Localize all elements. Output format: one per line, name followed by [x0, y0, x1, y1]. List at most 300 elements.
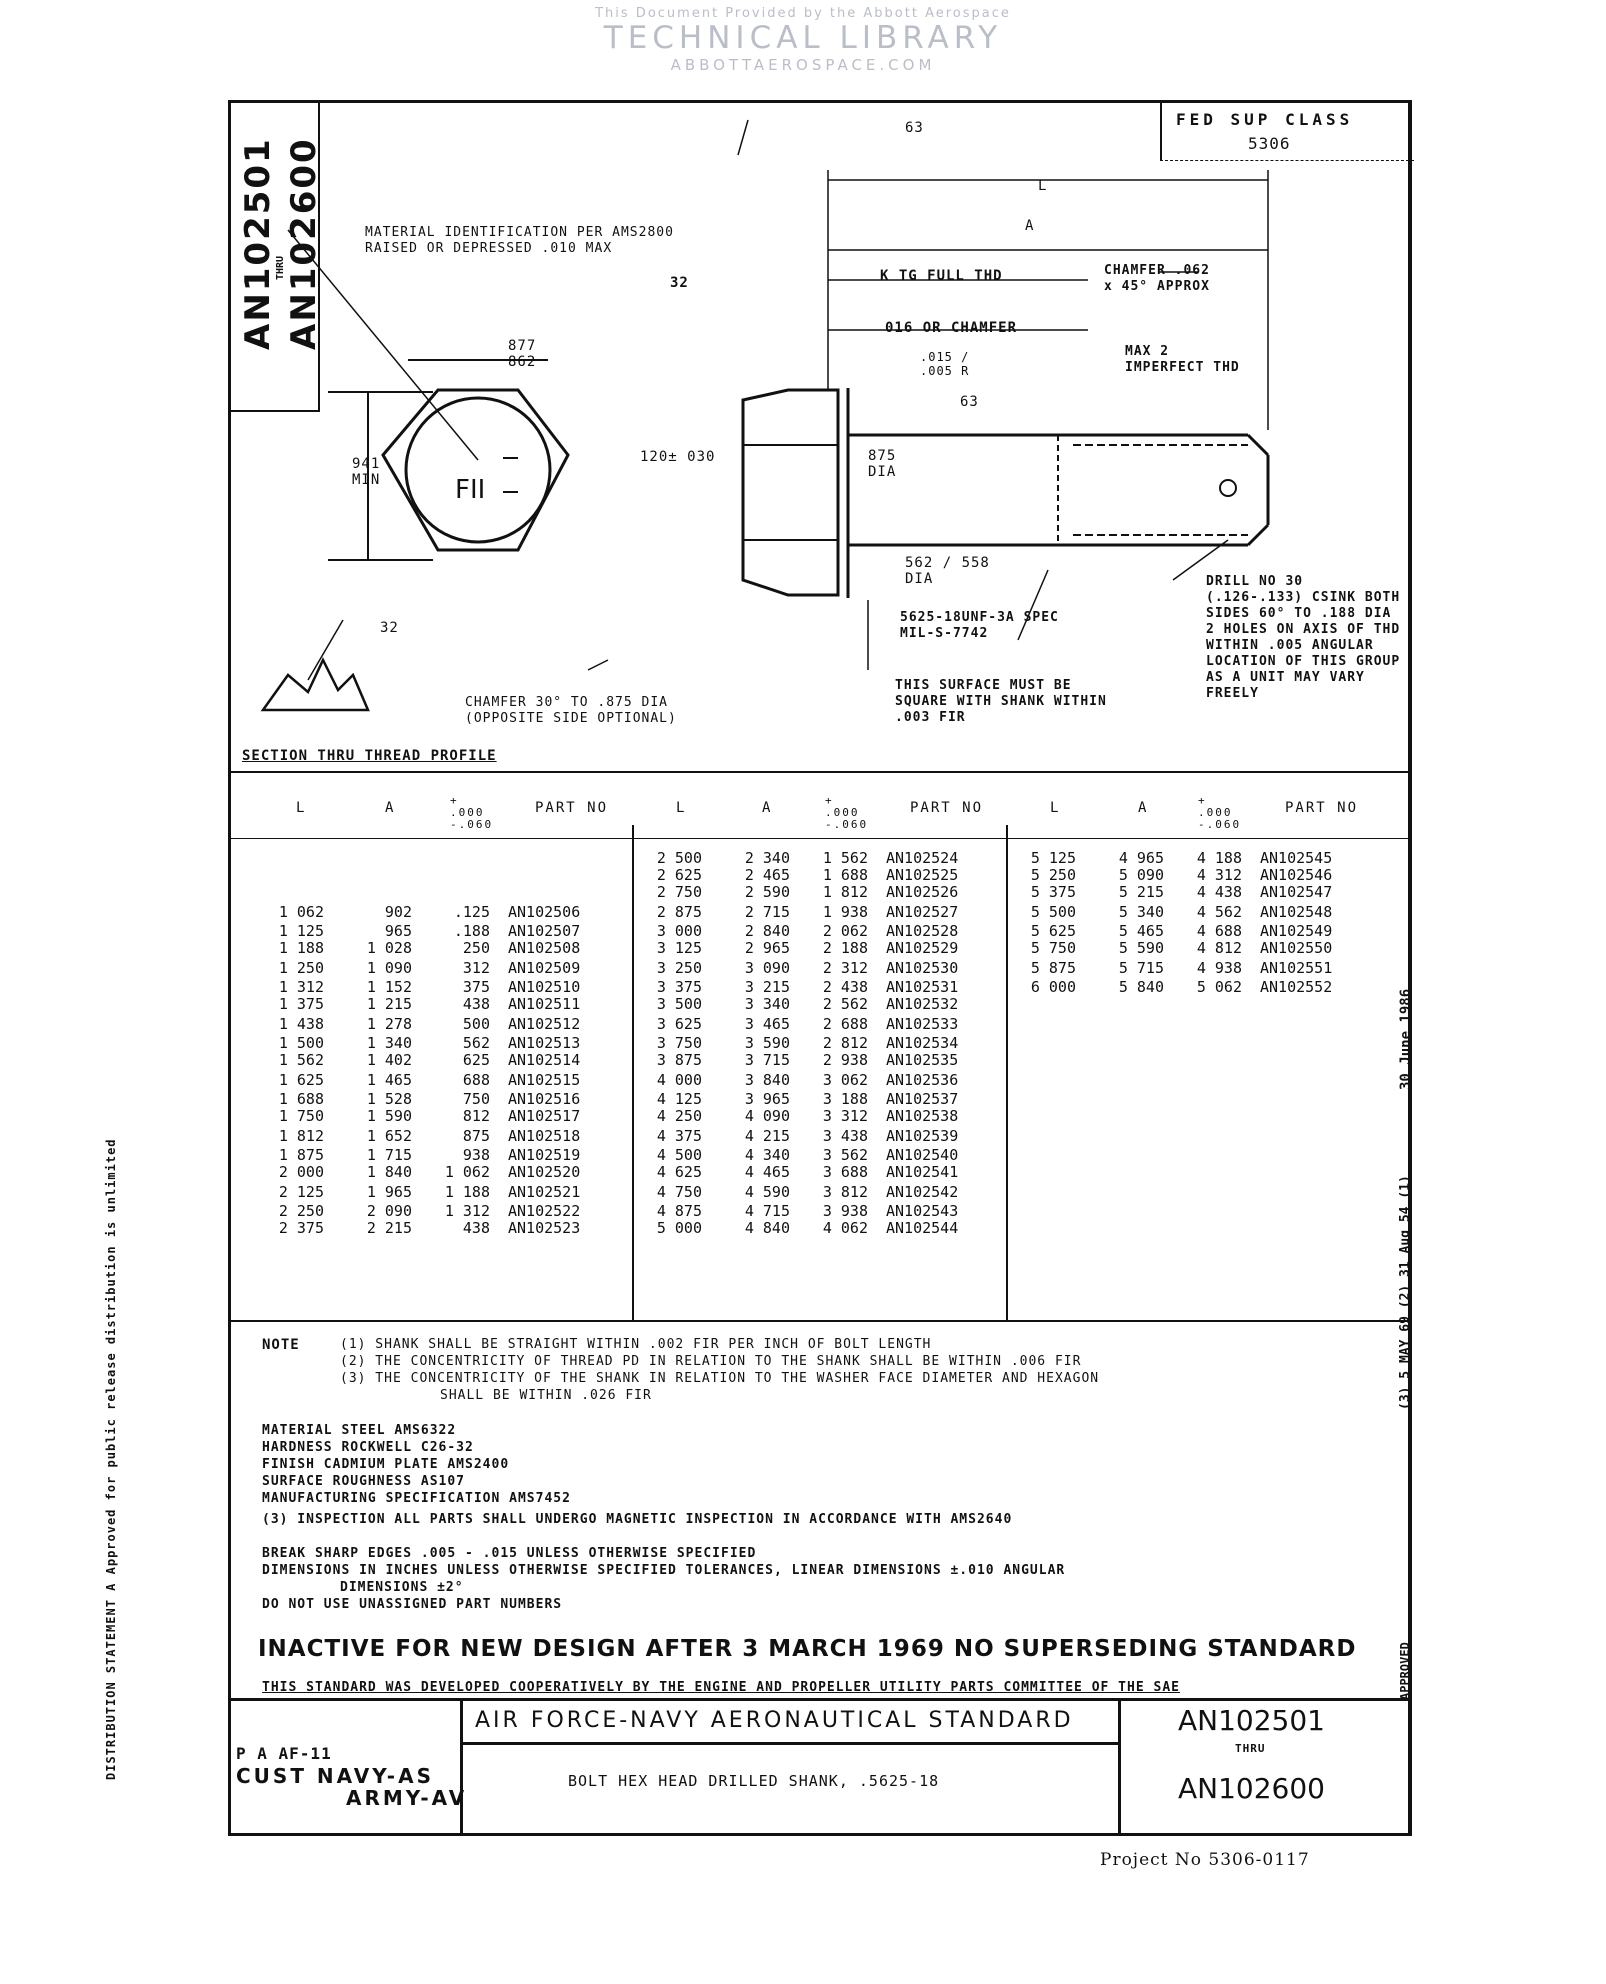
cell-l: 2 125 — [278, 1182, 324, 1201]
library-site: ABBOTTAEROSPACE.COM — [670, 56, 936, 74]
cell-part-no: AN102519 — [508, 1146, 581, 1164]
cell-tol: 562 — [462, 1034, 490, 1052]
cell-tol: 1 562 — [822, 849, 868, 867]
cell-a: 1 528 — [366, 1090, 412, 1108]
cell-tol: 2 312 — [822, 958, 868, 977]
cell-part-no: AN102511 — [508, 995, 581, 1013]
cell-tol: 625 — [462, 1051, 490, 1069]
cell-tol: 4 188 — [1196, 849, 1242, 867]
cell-part-no: AN102521 — [508, 1182, 581, 1201]
cell-l: 4 000 — [656, 1070, 702, 1089]
cell-tol: 4 562 — [1196, 902, 1242, 921]
spec-break-edges: BREAK SHARP EDGES .005 - .015 UNLESS OTHERWISE SPECIFIED — [262, 1546, 757, 1561]
cell-a: 3 215 — [744, 978, 790, 996]
title-block-hline — [460, 1742, 1120, 1745]
cell-part-no: AN102549 — [1260, 922, 1333, 940]
cell-l: 2 250 — [278, 1202, 324, 1220]
table-row — [1002, 884, 1394, 901]
table-col2 — [628, 850, 1020, 1237]
part-table-3 — [1002, 850, 1394, 996]
spec-hardness: HARDNESS ROCKWELL C26-32 — [262, 1440, 474, 1455]
cell-l: 4 125 — [656, 1090, 702, 1108]
cell-a — [328, 884, 416, 901]
col2-header-tol: + .000 -.060 — [825, 794, 869, 831]
cell-tol: 1 188 — [444, 1182, 490, 1201]
o16-note: 016 OR CHAMFER — [885, 320, 1018, 336]
cell-tol: 875 — [462, 1126, 490, 1145]
cell-l: 3 625 — [656, 1014, 702, 1033]
table-row — [628, 957, 1020, 979]
cell-part-no: AN102538 — [886, 1107, 959, 1125]
developed-note: THIS STANDARD WAS DEVELOPED COOPERATIVELY BY THE ENGINE AND PROPELLER UTILITY PARTS COMMITTEE OF THE SAE — [262, 1680, 1180, 1695]
side-label-bottom: AN102600 — [284, 137, 324, 350]
cell-l: 5 125 — [1030, 849, 1076, 867]
cell-l — [250, 884, 328, 901]
cell-part-no: AN102520 — [508, 1163, 581, 1181]
cell-l: 5 375 — [1030, 883, 1076, 901]
table-row — [628, 1108, 1020, 1125]
cell-l: 2 500 — [656, 849, 702, 867]
cell-tol — [416, 850, 494, 867]
cell-part-no: AN102540 — [886, 1146, 959, 1164]
table-row — [250, 923, 642, 940]
table-row — [250, 979, 642, 996]
cell-l: 1 875 — [278, 1146, 324, 1164]
cell-l: 4 375 — [656, 1126, 702, 1145]
table-row — [250, 850, 642, 867]
cell-l: 4 625 — [656, 1163, 702, 1181]
cell-tol: 4 312 — [1196, 866, 1242, 884]
cell-a: 1 965 — [366, 1182, 412, 1201]
cell-a: 1 278 — [366, 1014, 412, 1033]
table-row — [628, 1125, 1020, 1147]
dim-a-label: A — [1025, 218, 1035, 234]
cell-part-no: AN102524 — [886, 849, 959, 867]
cell-tol: 375 — [462, 978, 490, 996]
cell-l: 1 250 — [278, 958, 324, 977]
cell-a: 3 090 — [744, 958, 790, 977]
cell-part-no: AN102545 — [1260, 849, 1333, 867]
spec-inspection: (3) INSPECTION ALL PARTS SHALL UNDERGO MAGNETIC INSPECTION IN ACCORDANCE WITH AMS2640 — [262, 1512, 1013, 1527]
cell-part-no: AN102547 — [1260, 883, 1333, 901]
cell-l: 4 750 — [656, 1182, 702, 1201]
cell-a: 1 590 — [366, 1107, 412, 1125]
cell-l: 5 750 — [1030, 939, 1076, 957]
side-label-thru: THRU — [275, 255, 286, 280]
drill-note: DRILL NO 30 (.126-.133) CSINK BOTH SIDES 60° TO .188 DIA 2 HOLES ON AXIS OF THD WITHIN .005 ANGULAR LOCATION OF THIS GROUP AS A UNIT MAY VARY FREELY — [1206, 574, 1401, 701]
cell-l: 5 875 — [1030, 958, 1076, 977]
col3-header-part: PART NO — [1285, 800, 1359, 816]
thread-note: 5625-18UNF-3A SPEC MIL-S-7742 — [900, 610, 1059, 641]
distribution-statement: DISTRIBUTION STATEMENT A Approved for public release distribution is unlimited — [104, 1138, 118, 1780]
hex-end-view — [383, 390, 568, 550]
table-row — [250, 1203, 642, 1220]
table-row — [250, 1013, 642, 1035]
drill-hole — [1220, 480, 1236, 496]
title-part-top: AN102501 — [1178, 1704, 1325, 1737]
table-row — [628, 923, 1020, 940]
spec-dimensions: DIMENSIONS IN INCHES UNLESS OTHERWISE SPECIFIED TOLERANCES, LINEAR DIMENSIONS ±.010 ANGULAR — [262, 1563, 1066, 1578]
cell-l: 1 625 — [278, 1070, 324, 1089]
cell-tol: 1 312 — [444, 1202, 490, 1220]
approved-label: APPROVED — [1398, 1642, 1412, 1700]
cell-l: 2 000 — [278, 1163, 324, 1181]
table-row — [628, 996, 1020, 1013]
cell-tol: 1 812 — [822, 883, 868, 901]
table-row — [628, 1164, 1020, 1181]
cell-a: 3 590 — [744, 1034, 790, 1052]
cell-l: 1 562 — [278, 1051, 324, 1069]
cell-a: 3 840 — [744, 1070, 790, 1089]
cell-tol: 5 062 — [1196, 978, 1242, 996]
title-cust: CUST NAVY-AS — [236, 1764, 434, 1788]
table-row — [628, 1035, 1020, 1052]
col1-header-l: L — [296, 800, 307, 816]
cell-l: 3 375 — [656, 978, 702, 996]
cell-l: 1 125 — [278, 922, 324, 940]
table-row — [628, 940, 1020, 957]
cell-a: 4 090 — [744, 1107, 790, 1125]
cell-a: 1 028 — [366, 939, 412, 957]
cell-a: 4 715 — [744, 1202, 790, 1220]
table-row — [628, 1052, 1020, 1069]
table-row — [628, 1147, 1020, 1164]
cell-a: 4 465 — [744, 1163, 790, 1181]
cell-l: 5 000 — [656, 1219, 702, 1237]
cell-part-no: AN102526 — [886, 883, 959, 901]
cell-part-no: AN102532 — [886, 995, 959, 1013]
dia-562: 562 / 558 DIA — [905, 555, 990, 587]
cell-a: 1 402 — [366, 1051, 412, 1069]
title-description: BOLT HEX HEAD DRILLED SHANK, .5625-18 — [568, 1772, 940, 1790]
col3-header-tol: + .000 -.060 — [1198, 794, 1242, 831]
cell-l: 6 000 — [1030, 978, 1076, 996]
col2-header-a: A — [762, 800, 773, 816]
note-3b: SHALL BE WITHIN .026 FIR — [440, 1388, 652, 1403]
table-row — [250, 940, 642, 957]
cell-tol: 4 438 — [1196, 883, 1242, 901]
washer-face-circle — [406, 398, 550, 542]
cell-part-no — [494, 884, 642, 901]
cell-part-no — [494, 867, 642, 884]
col3-header-l: L — [1050, 800, 1061, 816]
title-army: ARMY-AV — [346, 1786, 468, 1810]
col2-header-l: L — [676, 800, 687, 816]
cell-tol: 4 938 — [1196, 958, 1242, 977]
cell-a: 5 715 — [1118, 958, 1164, 977]
cell-part-no: AN102513 — [508, 1034, 581, 1052]
cell-part-no: AN102550 — [1260, 939, 1333, 957]
cell-tol: 1 938 — [822, 902, 868, 921]
dim-877: 877 — [508, 338, 537, 354]
rad-note: .015 / .005 R — [920, 350, 970, 378]
cell-tol: .125 — [453, 902, 490, 921]
cell-a: 4 965 — [1118, 849, 1164, 867]
cell-part-no: AN102543 — [886, 1202, 959, 1220]
cell-a: 5 090 — [1118, 866, 1164, 884]
table-row — [1002, 867, 1394, 884]
cell-part-no: AN102527 — [886, 902, 959, 921]
cell-l: 3 500 — [656, 995, 702, 1013]
cell-l: 3 750 — [656, 1034, 702, 1052]
table-row — [250, 996, 642, 1013]
cell-tol: 2 062 — [822, 922, 868, 940]
title-standard: AIR FORCE-NAVY AERONAUTICAL STANDARD — [475, 1708, 1074, 1733]
cell-tol — [416, 884, 494, 901]
cell-a: 1 215 — [366, 995, 412, 1013]
cell-l: 1 312 — [278, 978, 324, 996]
cell-tol: 688 — [462, 1070, 490, 1089]
table-row — [250, 1125, 642, 1147]
cell-part-no: AN102552 — [1260, 978, 1333, 996]
cell-part-no: AN102522 — [508, 1202, 581, 1220]
cell-l: 1 062 — [278, 902, 324, 921]
cell-tol: 812 — [462, 1107, 490, 1125]
table-row — [250, 867, 642, 884]
cell-l: 2 625 — [656, 866, 702, 884]
revision-history: (3) 5 MAY 69 (2) 31 Aug 54 (1) — [1398, 1175, 1413, 1410]
spec-mfg: MANUFACTURING SPECIFICATION AMS7452 — [262, 1491, 571, 1506]
cell-a: 5 590 — [1118, 939, 1164, 957]
cell-tol: 4 688 — [1196, 922, 1242, 940]
table-row — [250, 1220, 642, 1237]
col1-header-a: A — [385, 800, 396, 816]
table-row — [628, 1220, 1020, 1237]
cell-a — [328, 850, 416, 867]
table-row — [1002, 979, 1394, 996]
table-row — [250, 1164, 642, 1181]
cell-tol: 750 — [462, 1090, 490, 1108]
spec-dimensions-2: DIMENSIONS ±2° — [340, 1580, 464, 1595]
cell-tol: 312 — [462, 958, 490, 977]
table-row — [628, 867, 1020, 884]
cell-tol: .188 — [453, 922, 490, 940]
cell-tol: 3 062 — [822, 1070, 868, 1089]
cell-a: 2 215 — [366, 1219, 412, 1237]
cell-a: 5 465 — [1118, 922, 1164, 940]
spec-finish: FINISH CADMIUM PLATE AMS2400 — [262, 1457, 510, 1472]
cell-a: 1 465 — [366, 1070, 412, 1089]
cell-part-no: AN102530 — [886, 958, 959, 977]
dim-32-b: 32 — [670, 275, 689, 291]
table-row — [628, 1013, 1020, 1035]
cell-a: 2 340 — [744, 849, 790, 867]
cell-l: 4 500 — [656, 1146, 702, 1164]
cell-part-no: AN102514 — [508, 1051, 581, 1069]
table-row — [250, 1091, 642, 1108]
table-row — [628, 1203, 1020, 1220]
cell-tol — [416, 867, 494, 884]
cell-part-no: AN102536 — [886, 1070, 959, 1089]
cell-tol: 1 062 — [444, 1163, 490, 1181]
cell-l: 2 750 — [656, 883, 702, 901]
cell-a: 1 840 — [366, 1163, 412, 1181]
table-col1 — [250, 850, 642, 1237]
spec-surface: SURFACE ROUGHNESS AS107 — [262, 1474, 466, 1489]
fed-sup-label: FED SUP CLASS — [1176, 110, 1354, 129]
cell-tol: 2 562 — [822, 995, 868, 1013]
dim-63-a: 63 — [905, 120, 924, 136]
cell-l: 1 438 — [278, 1014, 324, 1033]
cell-part-no: AN102544 — [886, 1219, 959, 1237]
cell-a: 2 965 — [744, 939, 790, 957]
cell-tol: 2 438 — [822, 978, 868, 996]
cell-part-no: AN102515 — [508, 1070, 581, 1089]
cell-tol: 2 812 — [822, 1034, 868, 1052]
cell-a: 1 715 — [366, 1146, 412, 1164]
cell-tol: 3 562 — [822, 1146, 868, 1164]
cell-part-no: AN102523 — [508, 1219, 581, 1237]
table-row — [250, 1035, 642, 1052]
cell-part-no: AN102529 — [886, 939, 959, 957]
table-row — [628, 979, 1020, 996]
title-pa: P A AF-11 — [236, 1744, 332, 1763]
cell-a: 3 965 — [744, 1090, 790, 1108]
cell-l: 3 250 — [656, 958, 702, 977]
revision-date: 30 June 1986 — [1398, 988, 1414, 1090]
table-row — [250, 1069, 642, 1091]
cell-l: 3 000 — [656, 922, 702, 940]
cell-a: 965 — [384, 922, 412, 940]
cell-tol: 4 812 — [1196, 939, 1242, 957]
cell-l: 1 188 — [278, 939, 324, 957]
col3-header-a: A — [1138, 800, 1149, 816]
side-label-top: AN102501 — [238, 137, 278, 350]
cell-part-no: AN102516 — [508, 1090, 581, 1108]
spec-material: MATERIAL STEEL AMS6322 — [262, 1423, 457, 1438]
cell-a: 1 652 — [366, 1126, 412, 1145]
chamfer-note: CHAMFER .062 x 45° APPROX — [1104, 263, 1210, 294]
cell-part-no: AN102539 — [886, 1126, 959, 1145]
bolt-head-side — [743, 390, 838, 595]
dia-875: 875 DIA — [868, 448, 897, 480]
cell-l: 2 875 — [656, 902, 702, 921]
cell-tol: 2 688 — [822, 1014, 868, 1033]
table-row — [1002, 940, 1394, 957]
provided-by-text: This Document Provided by the Abbott Aerospace — [595, 6, 1011, 21]
cell-a: 3 340 — [744, 995, 790, 1013]
cell-part-no: AN102531 — [886, 978, 959, 996]
cell-tol: 938 — [462, 1146, 490, 1164]
cell-part-no: AN102518 — [508, 1126, 581, 1145]
cell-a: 3 715 — [744, 1051, 790, 1069]
table-row — [628, 850, 1020, 867]
cell-a: 2 090 — [366, 1202, 412, 1220]
cell-tol: 4 062 — [822, 1219, 868, 1237]
table-row — [628, 1069, 1020, 1091]
table-row — [250, 957, 642, 979]
cell-tol: 3 312 — [822, 1107, 868, 1125]
cell-part-no: AN102509 — [508, 958, 581, 977]
cell-part-no: AN102510 — [508, 978, 581, 996]
dim-32-a: 32 — [380, 620, 399, 636]
dim-862: 862 — [508, 354, 537, 370]
max2-note: MAX 2 IMPERFECT THD — [1125, 344, 1240, 375]
cell-l: 1 688 — [278, 1090, 324, 1108]
cell-part-no — [494, 850, 642, 867]
cell-l: 5 625 — [1030, 922, 1076, 940]
cell-l: 1 375 — [278, 995, 324, 1013]
square-note: THIS SURFACE MUST BE SQUARE WITH SHANK WITHIN .003 FIR — [895, 678, 1107, 725]
material-id-note: MATERIAL IDENTIFICATION PER AMS2800 RAISED OR DEPRESSED .010 MAX — [365, 225, 674, 256]
table-bottom-line — [228, 1320, 1412, 1322]
table-row — [1002, 901, 1394, 923]
table-row — [250, 1108, 642, 1125]
cell-tol: 3 938 — [822, 1202, 868, 1220]
cell-part-no: AN102528 — [886, 922, 959, 940]
cell-tol: 3 438 — [822, 1126, 868, 1145]
cell-a: 2 465 — [744, 866, 790, 884]
cell-tol: 3 688 — [822, 1163, 868, 1181]
project-number: Project No 5306-0117 — [1100, 1850, 1310, 1870]
cell-part-no: AN102534 — [886, 1034, 959, 1052]
title-block-divider-1 — [460, 1698, 463, 1836]
cell-a: 4 215 — [744, 1126, 790, 1145]
title-part-bottom: AN102600 — [1178, 1772, 1325, 1805]
col2-header-part: PART NO — [910, 800, 984, 816]
table-row — [1002, 850, 1394, 867]
cell-part-no: AN102533 — [886, 1014, 959, 1033]
notes-label: NOTE — [262, 1337, 300, 1353]
note-3: (3) THE CONCENTRICITY OF THE SHANK IN RELATION TO THE WASHER FACE DIAMETER AND HEXAGON — [340, 1371, 1100, 1386]
cell-tol: 438 — [462, 995, 490, 1013]
cell-l: 2 375 — [278, 1219, 324, 1237]
dim-941: 941 — [352, 456, 381, 472]
dim-min: MIN — [352, 472, 381, 488]
dim-120: 120± 030 — [640, 449, 716, 465]
cell-l: 5 500 — [1030, 902, 1076, 921]
cell-l — [250, 850, 328, 867]
note-1: (1) SHANK SHALL BE STRAIGHT WITHIN .002 FIR PER INCH OF BOLT LENGTH — [340, 1337, 932, 1352]
cell-tol: 3 188 — [822, 1090, 868, 1108]
cell-part-no: AN102542 — [886, 1182, 959, 1201]
part-table-1 — [250, 850, 642, 1237]
table-row — [628, 884, 1020, 901]
cell-a: 4 590 — [744, 1182, 790, 1201]
cell-part-no: AN102525 — [886, 866, 959, 884]
cell-a: 902 — [384, 902, 412, 921]
table-row — [250, 1052, 642, 1069]
cell-tol: 1 688 — [822, 866, 868, 884]
table-col3 — [1002, 850, 1394, 996]
cell-part-no: AN102535 — [886, 1051, 959, 1069]
note-2: (2) THE CONCENTRICITY OF THREAD PD IN RELATION TO THE SHANK SHALL BE WITHIN .006 FIR — [340, 1354, 1082, 1369]
cell-part-no: AN102541 — [886, 1163, 959, 1181]
cell-l: 3 875 — [656, 1051, 702, 1069]
section-label: SECTION THRU THREAD PROFILE — [242, 748, 497, 764]
cell-tol: 2 188 — [822, 939, 868, 957]
dim-63-b: 63 — [960, 394, 979, 410]
table-row — [628, 1091, 1020, 1108]
cell-a: 4 340 — [744, 1146, 790, 1164]
k-tg-note: K TG FULL THD — [880, 268, 1003, 284]
cell-a: 3 465 — [744, 1014, 790, 1033]
cell-a: 2 590 — [744, 883, 790, 901]
title-block-divider-2 — [1118, 1698, 1121, 1836]
spec-unassigned: DO NOT USE UNASSIGNED PART NUMBERS — [262, 1597, 563, 1612]
cell-part-no: AN102551 — [1260, 958, 1333, 977]
cell-part-no: AN102507 — [508, 922, 581, 940]
cell-part-no: AN102512 — [508, 1014, 581, 1033]
cell-a: 2 840 — [744, 922, 790, 940]
cell-part-no: AN102546 — [1260, 866, 1333, 884]
col1-header-tol: + .000 -.060 — [450, 794, 494, 831]
cell-l: 1 500 — [278, 1034, 324, 1052]
inactive-banner: INACTIVE FOR NEW DESIGN AFTER 3 MARCH 1969 NO SUPERSEDING STANDARD — [258, 1636, 1357, 1662]
cell-l — [250, 867, 328, 884]
table-row — [250, 901, 642, 923]
cell-a: 5 340 — [1118, 902, 1164, 921]
